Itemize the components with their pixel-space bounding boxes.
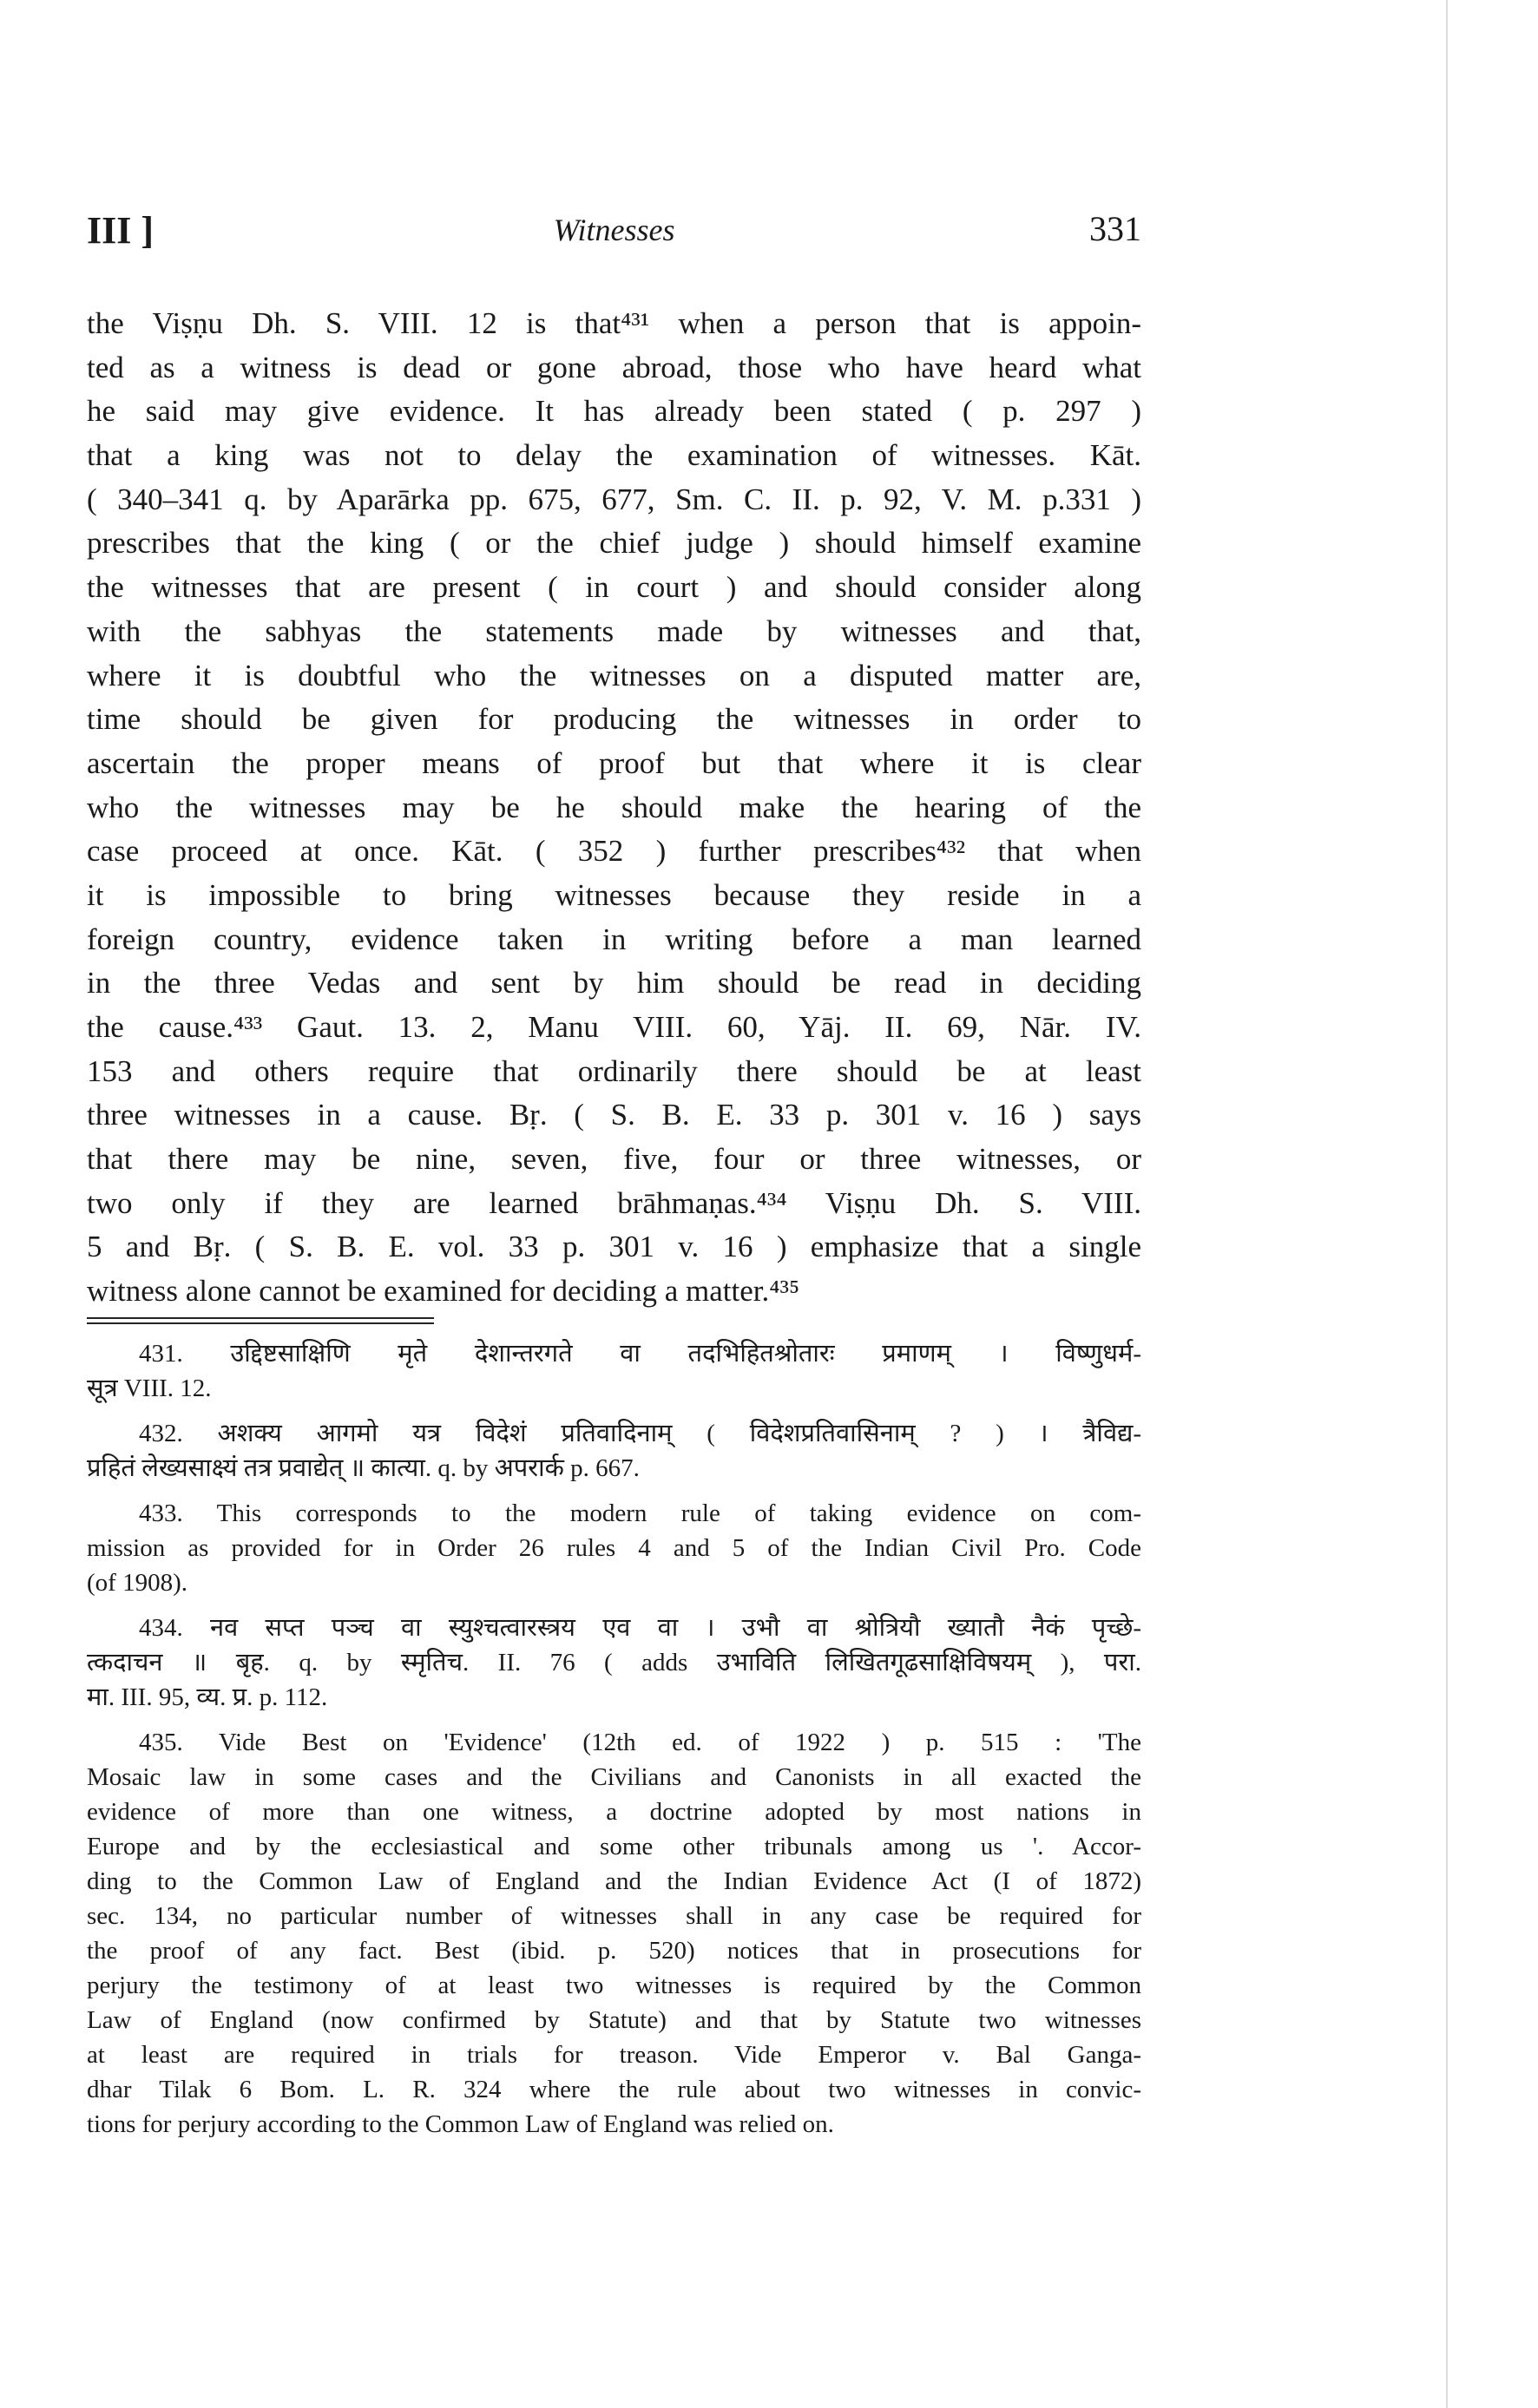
footnote-line: dhar Tilak 6 Bom. L. R. 324 where the rule about two witnesses in convic- — [87, 2076, 1141, 2103]
text-line: case proceed at once. Kāt. ( 352 ) further prescribes⁴³² that when — [87, 834, 1141, 869]
footnote — [87, 1725, 1141, 2142]
running-title: Witnesses — [553, 213, 675, 247]
running-header — [87, 208, 1141, 260]
footnote-line: Europe and by the ecclesiastical and some other tribunals among us '. Accor- — [87, 1833, 1141, 1860]
text-line: with the sabhyas the statements made by witnesses and that, — [87, 613, 1141, 648]
text-line: that a king was not to delay the examination of witnesses. Kāt. — [87, 438, 1141, 473]
chapter-number: III ] — [87, 209, 154, 252]
footnote-line: 434. नव सप्त पञ्च वा स्युश्चत्वारस्त्रय एव वा । उभौ वा श्रोत्रियौ ख्यातौ नैकं पृच्छे- — [139, 1614, 1141, 1642]
footnote-line: evidence of more than one witness, a doctrine adopted by most nations in — [87, 1798, 1141, 1826]
text-line: two only if they are learned brāhmaṇas.⁴³⁴ Viṣṇu Dh. S. VIII. — [87, 1185, 1141, 1220]
text-line: that there may be nine, seven, five, four or three witnesses, or — [87, 1142, 1141, 1177]
text-line: ted as a witness is dead or gone abroad, those who have heard what — [87, 350, 1141, 384]
text-line: ascertain the proper means of proof but that where it is clear — [87, 745, 1141, 780]
footnotes — [87, 1336, 1141, 2152]
text-line: where it is doubtful who the witnesses on a disputed matter are, — [87, 658, 1141, 692]
footnote-line: सूत्र VIII. 12. — [87, 1375, 212, 1402]
main-text — [87, 302, 1141, 1314]
footnote-line: 433. This corresponds to the modern rule of taking evidence on com- — [139, 1499, 1141, 1527]
footnote-line: 431. उद्दिष्टसाक्षिणि मृते देशान्तरगते वा तदभिहितश्रोतारः प्रमाणम् । विष्णुधर्म- — [139, 1340, 1141, 1368]
footnote-line: mission as provided for in Order 26 rules 4 and 5 of the Indian Civil Pro. Code — [87, 1534, 1141, 1562]
footnote-line: the proof of any fact. Best (ibid. p. 520) notices that in prosecutions for — [87, 1937, 1141, 1965]
text-line: 153 and others require that ordinarily there should be at least — [87, 1053, 1141, 1088]
footnote-line: प्रहितं लेख्यसाक्ष्यं तत्र प्रवाद्येत् ॥ कात्या. q. by अपरार्क p. 667. — [87, 1454, 640, 1482]
footnote — [87, 1336, 1141, 1406]
footnote-line: Law of England (now confirmed by Statute) and that by Statute two witnesses — [87, 2006, 1141, 2034]
page-number: 331 — [1089, 209, 1141, 248]
footnote-line: sec. 134, no particular number of witnesses shall in any case be required for — [87, 1902, 1141, 1930]
text-line: foreign country, evidence taken in writing before a man learned — [87, 922, 1141, 956]
footnote-rule — [87, 1317, 434, 1319]
footnote-line: त्कदाचन ॥ बृह. q. by स्मृतिच. II. 76 ( adds उभाविति लिखितगूढसाक्षिविषयम् ), परा. — [87, 1649, 1141, 1676]
footnote — [87, 1496, 1141, 1600]
text-line: witness alone cannot be examined for deciding a matter.⁴³⁵ — [87, 1274, 800, 1309]
text-line: ( 340–341 q. by Aparārka pp. 675, 677, Sm. C. II. p. 92, V. M. p.331 ) — [87, 482, 1141, 516]
footnote — [87, 1416, 1141, 1486]
scan-edge-line — [1446, 0, 1448, 2408]
text-line: he said may give evidence. It has already been stated ( p. 297 ) — [87, 394, 1141, 429]
text-line: in the three Vedas and sent by him should be read in deciding — [87, 966, 1141, 1001]
text-line: the cause.⁴³³ Gaut. 13. 2, Manu VIII. 60, Yāj. II. 69, Nār. IV. — [87, 1010, 1141, 1044]
text-line: 5 and Bṛ. ( S. B. E. vol. 33 p. 301 v. 16 ) emphasize that a single — [87, 1230, 1141, 1264]
text-line: time should be given for producing the witnesses in order to — [87, 702, 1141, 737]
footnote-line: (of 1908). — [87, 1569, 187, 1597]
footnote — [87, 1611, 1141, 1715]
footnote-line: ding to the Common Law of England and the Indian Evidence Act (I of 1872) — [87, 1867, 1141, 1895]
footnote-rule-double — [87, 1322, 434, 1324]
text-line: prescribes that the king ( or the chief judge ) should himself examine — [87, 526, 1141, 561]
footnote-line: at least are required in trials for treason. Vide Emperor v. Bal Ganga- — [87, 2041, 1141, 2069]
text-line: who the witnesses may be he should make the hearing of the — [87, 790, 1141, 824]
footnote-line: perjury the testimony of at least two witnesses is required by the Common — [87, 1972, 1141, 1999]
text-line: it is impossible to bring witnesses because they reside in a — [87, 877, 1141, 912]
footnote-line: tions for perjury according to the Common Law of England was relied on. — [87, 2110, 834, 2138]
footnote-line: Mosaic law in some cases and the Civilians and Canonists in all exacted the — [87, 1763, 1141, 1791]
text-line: three witnesses in a cause. Bṛ. ( S. B. E. 33 p. 301 v. 16 ) says — [87, 1098, 1141, 1132]
footnote-line: 432. अशक्य आगमो यत्र विदेशं प्रतिवादिनाम् ( विदेशप्रतिवासिनाम् ? ) । त्रैविद्य- — [139, 1420, 1141, 1447]
footnote-line: 435. Vide Best on 'Evidence' (12th ed. of 1922 ) p. 515 : 'The — [139, 1729, 1141, 1756]
text-line: the Viṣṇu Dh. S. VIII. 12 is that⁴³¹ when a person that is appoin- — [87, 306, 1141, 340]
footnote-line: मा. III. 95, व्य. प्र. p. 112. — [87, 1683, 328, 1711]
text-line: the witnesses that are present ( in court ) and should consider along — [87, 570, 1141, 605]
